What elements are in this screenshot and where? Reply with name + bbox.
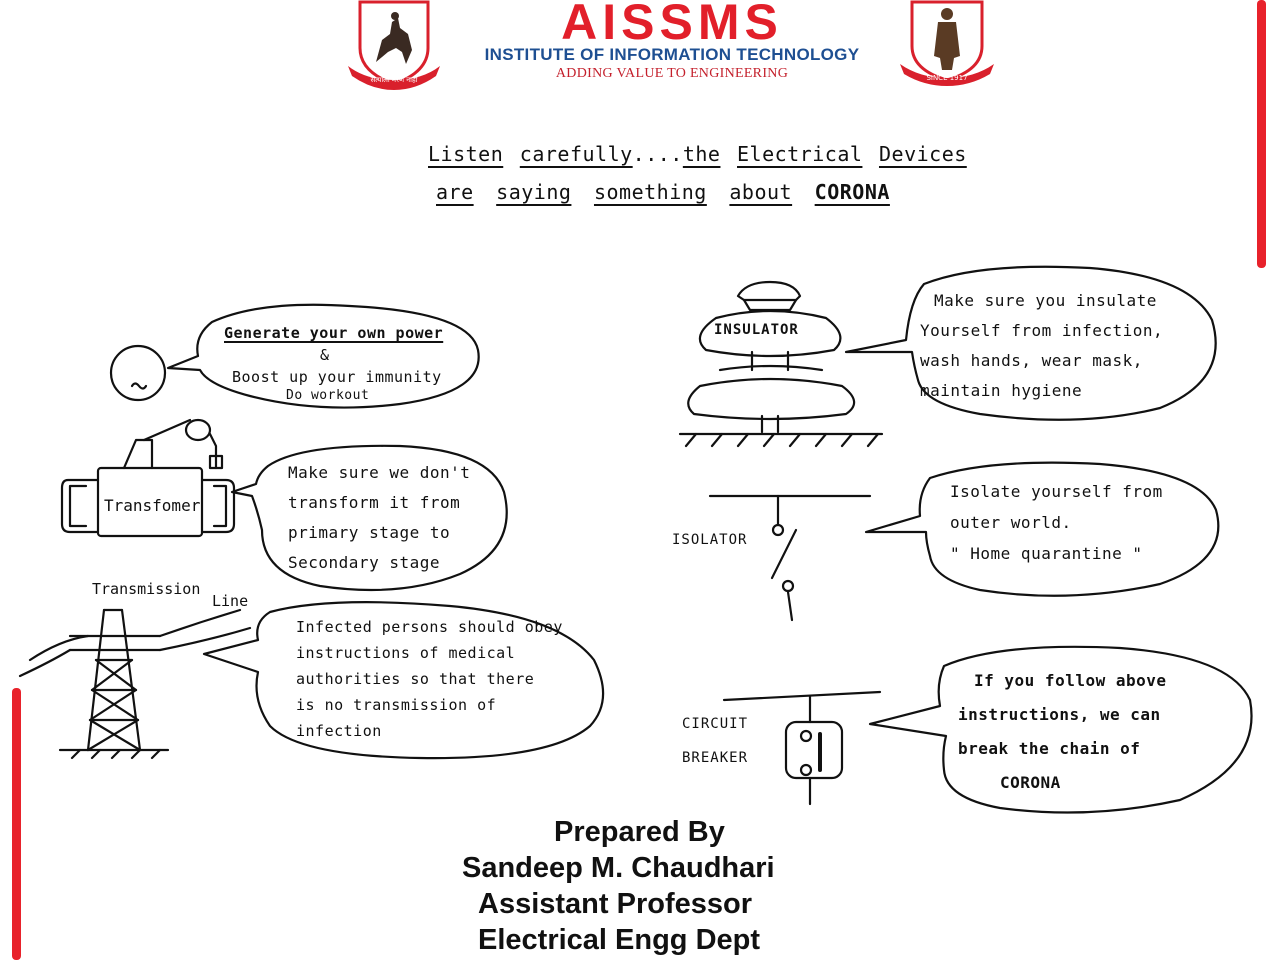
title-line-1: Listen carefully....the Electrical Devices [428, 142, 967, 166]
tagline: ADDING VALUE TO ENGINEERING [555, 66, 789, 81]
isolator-icon [710, 496, 870, 620]
generator-icon [111, 346, 165, 400]
left-emblem-ribbon: सत्याला मरण नाही [370, 76, 418, 84]
right-emblem-ribbon: SINCE 1917 [926, 74, 968, 82]
transmission-tower-icon [20, 610, 250, 758]
title-line-2: are saying something about CORONA [436, 180, 890, 204]
author-credits [420, 814, 840, 958]
isolator-label: ISOLATOR [672, 532, 748, 548]
transformer-bubble-text: Make sure we don't transform it from primary stage to Secondary stage [288, 463, 471, 572]
author-dept: Electrical Engg Dept [478, 924, 761, 956]
transformer-label: Transfomer [104, 496, 201, 515]
insulator-label: INSULATOR [714, 322, 799, 338]
author-name: Sandeep M. Chaudhari [462, 852, 775, 884]
isolator-bubble-text: Isolate yourself from outer world. " Home quarantine " [950, 482, 1163, 563]
brand-name: AISSMS [561, 0, 783, 40]
transmission-label: Transmission [92, 580, 201, 598]
author-title: Assistant Professor [478, 888, 752, 920]
institute-name: INSTITUTE OF INFORMATION TECHNOLOGY [484, 45, 860, 64]
transformer-icon [62, 420, 234, 536]
breaker-label: BREAKER [682, 750, 749, 766]
generator-bubble-text: Generate your own power & Boost up your immunity Do workout [224, 324, 444, 403]
circuit-breaker-icon [724, 692, 880, 804]
circuit-breaker-bubble-text: If you follow above instructions, we can break the chain of CORONA [958, 671, 1167, 792]
line-label: Line [212, 592, 249, 610]
insulator-bubble-text: Make sure you insulate Yourself from infection, wash hands, wear mask, maintain hygiene [920, 291, 1164, 400]
circuit-label: CIRCUIT [682, 716, 749, 732]
transmission-bubble-text: Infected persons should obey instructions of medical authorities so that there is no transmission of infection [296, 618, 563, 740]
prepared-by: Prepared By [554, 816, 725, 848]
insulator-icon [680, 282, 882, 446]
